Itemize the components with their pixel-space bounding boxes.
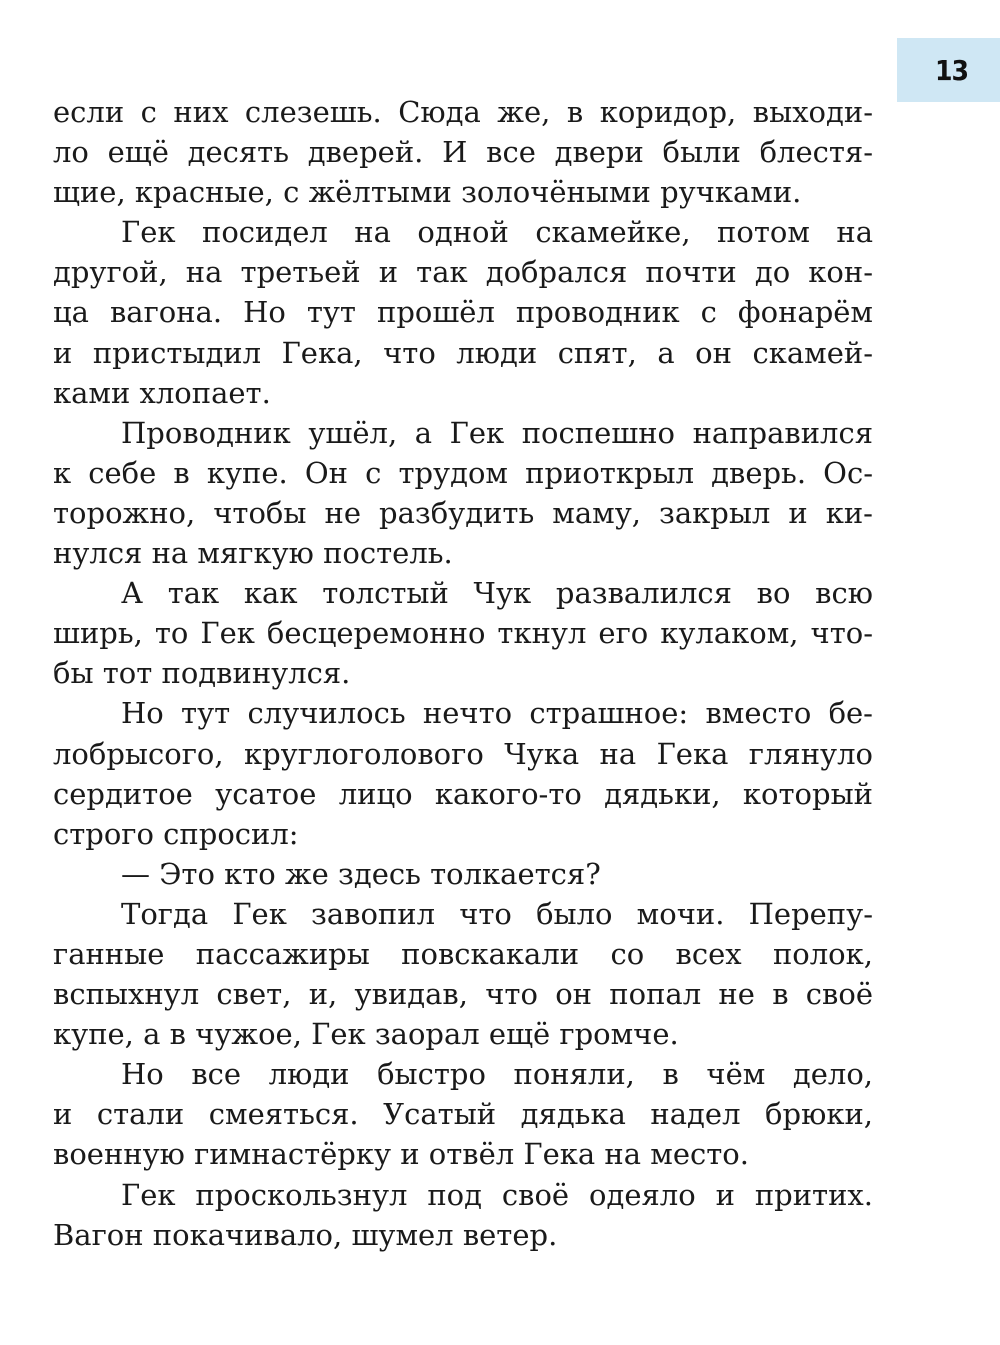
text-line: Проводник ушёл, а Гек поспешно направился — [121, 415, 873, 450]
text-line: если с них слезешь. Сюда же, в коридор, выходи- — [53, 95, 873, 129]
text-line: ками хлопает. — [53, 375, 271, 410]
text-line: ло ещё десять дверей. И все двери были блестя- — [53, 135, 873, 170]
text-line: Тогда Гек завопил что было мочи. Перепу- — [121, 896, 873, 931]
text-line: купе, а в чужое, Гек заорал ещё громче. — [53, 1017, 679, 1052]
text-line: ганные пассажиры повскакали со всех полок, — [53, 936, 873, 971]
text-line: лобрысого, круглоголового Чука на Гека глянуло — [53, 736, 873, 771]
text-line: Вагон покачивало, шумел ветер. — [53, 1217, 558, 1252]
text-line: и стали смеяться. Усатый дядька надел брюки, — [53, 1097, 873, 1132]
text-line: бы тот подвинулся. — [53, 656, 351, 691]
text-line: Но тут случилось нечто страшное: вместо бе- — [121, 696, 873, 731]
text-line: ширь, то Гек бесцеремонно ткнул его кулаком, что- — [53, 616, 873, 651]
text-line: нулся на мягкую постель. — [53, 536, 453, 571]
text-line: другой, на третьей и так добрался почти до кон- — [53, 255, 873, 290]
text-line: военную гимнастёрку и отвёл Гека на место. — [53, 1137, 749, 1172]
text-line: ца вагона. Но тут прошёл проводник с фонарём — [53, 295, 873, 330]
text-line: к себе в купе. Он с трудом приоткрыл дверь. Ос- — [53, 455, 873, 490]
text-line: строго спросил: — [53, 816, 299, 851]
page-number-tab — [897, 38, 1000, 102]
text-line: щие, красные, с жёлтыми золочёными ручками. — [53, 175, 802, 210]
page-number: 13 — [934, 53, 969, 87]
text-line: торожно, чтобы не разбудить маму, закрыл и ки- — [53, 495, 873, 530]
text-line: вспыхнул свет, и, увидав, что он попал не в своё — [53, 977, 873, 1012]
text-line: и пристыдил Гека, что люди спят, а он скамей- — [53, 335, 873, 370]
story-text — [53, 92, 873, 1255]
text-line: Но все люди быстро поняли, в чём дело, — [121, 1057, 873, 1092]
text-line: — Это кто же здесь толкается? — [121, 856, 601, 891]
text-line: Гек посидел на одной скамейке, потом на — [121, 215, 873, 250]
text-line: А так как толстый Чук развалился во всю — [121, 576, 873, 611]
text-line: Гек проскользнул под своё одеяло и притих. — [121, 1177, 873, 1212]
text-line: сердитое усатое лицо какого-то дядьки, который — [53, 776, 873, 811]
